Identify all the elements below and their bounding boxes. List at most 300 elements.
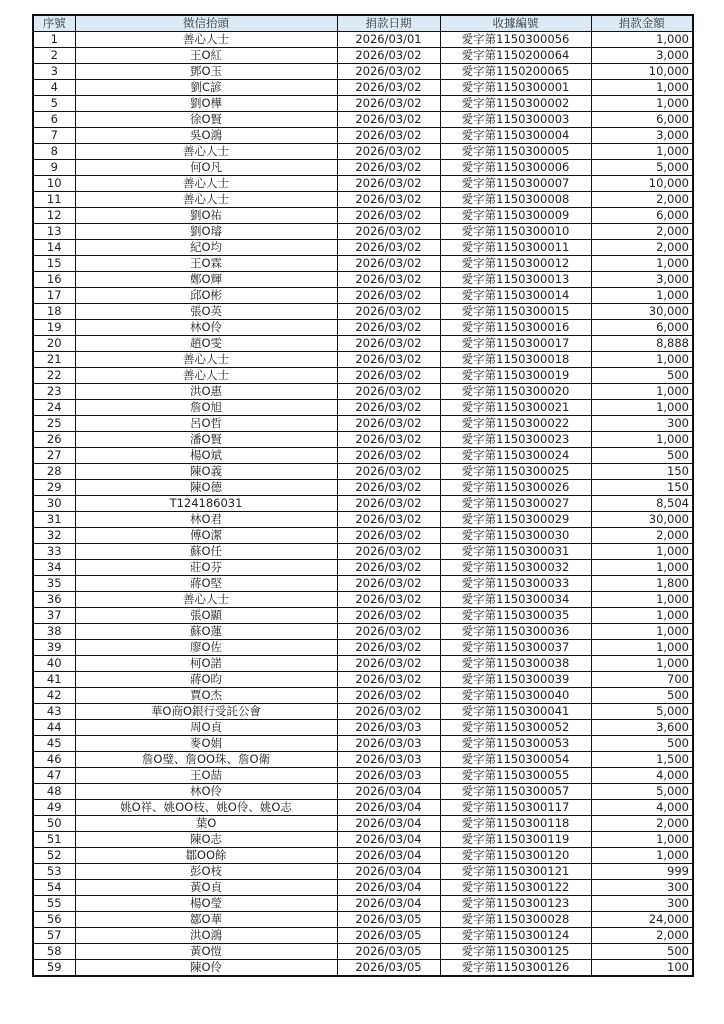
receipt-number-cell: 愛字第1150300122 xyxy=(440,880,591,896)
receipt-number-cell: 愛字第1150300010 xyxy=(440,224,591,240)
serial-number-cell: 37 xyxy=(33,608,75,624)
serial-number-cell: 5 xyxy=(33,96,75,112)
table-row xyxy=(33,832,693,848)
receipt-number-cell: 愛字第1150300036 xyxy=(440,624,591,640)
table-row xyxy=(33,576,693,592)
receipt-number-cell: 愛字第1150300015 xyxy=(440,304,591,320)
donation-amount-cell: 2,000 xyxy=(591,192,693,208)
serial-number-cell: 43 xyxy=(33,704,75,720)
donor-title-cell: 柯O諾 xyxy=(75,656,337,672)
donation-date-cell: 2026/03/02 xyxy=(337,128,440,144)
donation-amount-cell: 4,000 xyxy=(591,800,693,816)
donor-title-cell: 周O貞 xyxy=(75,720,337,736)
table-row xyxy=(33,560,693,576)
donation-date-cell: 2026/03/02 xyxy=(337,240,440,256)
receipt-number-cell: 愛字第1150300052 xyxy=(440,720,591,736)
donor-title-cell: 善心人士 xyxy=(75,592,337,608)
serial-number-cell: 29 xyxy=(33,480,75,496)
receipt-number-cell: 愛字第1150300027 xyxy=(440,496,591,512)
header-donation-amount: 捐款金額 xyxy=(591,15,693,32)
table-row xyxy=(33,256,693,272)
table-row xyxy=(33,416,693,432)
receipt-number-cell: 愛字第1150300025 xyxy=(440,464,591,480)
receipt-number-cell: 愛字第1150300038 xyxy=(440,656,591,672)
table-row xyxy=(33,304,693,320)
donation-amount-cell: 1,000 xyxy=(591,288,693,304)
header-donation-date: 捐款日期 xyxy=(337,15,440,32)
receipt-number-cell: 愛字第1150300003 xyxy=(440,112,591,128)
donation-amount-cell: 2,000 xyxy=(591,528,693,544)
serial-number-cell: 57 xyxy=(33,928,75,944)
table-row xyxy=(33,272,693,288)
donor-title-cell: 善心人士 xyxy=(75,352,337,368)
donation-amount-cell: 1,000 xyxy=(591,592,693,608)
donation-amount-cell: 4,000 xyxy=(591,768,693,784)
donation-date-cell: 2026/03/02 xyxy=(337,512,440,528)
serial-number-cell: 28 xyxy=(33,464,75,480)
table-row xyxy=(33,896,693,912)
donor-title-cell: 楊O斌 xyxy=(75,448,337,464)
serial-number-cell: 40 xyxy=(33,656,75,672)
donation-amount-cell: 6,000 xyxy=(591,112,693,128)
serial-number-cell: 20 xyxy=(33,336,75,352)
receipt-number-cell: 愛字第1150300029 xyxy=(440,512,591,528)
donation-date-cell: 2026/03/02 xyxy=(337,96,440,112)
donation-amount-cell: 3,000 xyxy=(591,128,693,144)
donor-title-cell: 林O伶 xyxy=(75,320,337,336)
donor-title-cell: 洪O鴻 xyxy=(75,928,337,944)
donation-amount-cell: 1,000 xyxy=(591,544,693,560)
donation-date-cell: 2026/03/02 xyxy=(337,688,440,704)
receipt-number-cell: 愛字第1150300026 xyxy=(440,480,591,496)
receipt-number-cell: 愛字第1150300056 xyxy=(440,32,591,48)
receipt-number-cell: 愛字第1150300021 xyxy=(440,400,591,416)
donor-title-cell: 鄭O輝 xyxy=(75,272,337,288)
table-row xyxy=(33,224,693,240)
donation-amount-cell: 1,000 xyxy=(591,80,693,96)
serial-number-cell: 49 xyxy=(33,800,75,816)
donation-amount-cell: 1,000 xyxy=(591,848,693,864)
table-row xyxy=(33,608,693,624)
table-row xyxy=(33,432,693,448)
receipt-number-cell: 愛字第1150300009 xyxy=(440,208,591,224)
donation-amount-cell: 1,000 xyxy=(591,640,693,656)
donation-date-cell: 2026/03/04 xyxy=(337,848,440,864)
table-row xyxy=(33,736,693,752)
donation-date-cell: 2026/03/02 xyxy=(337,656,440,672)
table-row xyxy=(33,592,693,608)
serial-number-cell: 54 xyxy=(33,880,75,896)
serial-number-cell: 38 xyxy=(33,624,75,640)
table-row xyxy=(33,512,693,528)
donation-date-cell: 2026/03/02 xyxy=(337,384,440,400)
serial-number-cell: 1 xyxy=(33,32,75,48)
donation-date-cell: 2026/03/02 xyxy=(337,320,440,336)
receipt-number-cell: 愛字第1150300001 xyxy=(440,80,591,96)
donation-date-cell: 2026/03/01 xyxy=(337,32,440,48)
table-row xyxy=(33,384,693,400)
table-row xyxy=(33,48,693,64)
table-row xyxy=(33,160,693,176)
receipt-number-cell: 愛字第1150300002 xyxy=(440,96,591,112)
table-row xyxy=(33,336,693,352)
donation-date-cell: 2026/03/02 xyxy=(337,160,440,176)
receipt-number-cell: 愛字第1150300008 xyxy=(440,192,591,208)
donor-title-cell: 邱O彬 xyxy=(75,288,337,304)
donation-amount-cell: 1,000 xyxy=(591,384,693,400)
donation-amount-cell: 1,800 xyxy=(591,576,693,592)
donation-amount-cell: 700 xyxy=(591,672,693,688)
donor-title-cell: 林O伶 xyxy=(75,784,337,800)
donation-amount-cell: 8,888 xyxy=(591,336,693,352)
serial-number-cell: 19 xyxy=(33,320,75,336)
serial-number-cell: 18 xyxy=(33,304,75,320)
table-row xyxy=(33,400,693,416)
donation-date-cell: 2026/03/04 xyxy=(337,864,440,880)
serial-number-cell: 59 xyxy=(33,960,75,977)
table-row xyxy=(33,112,693,128)
donor-title-cell: 姚O祥、姚OO枝、姚O伶、姚O志 xyxy=(75,800,337,816)
receipt-number-cell: 愛字第1150300125 xyxy=(440,944,591,960)
donation-date-cell: 2026/03/02 xyxy=(337,704,440,720)
receipt-number-cell: 愛字第1150300120 xyxy=(440,848,591,864)
donation-amount-cell: 2,000 xyxy=(591,224,693,240)
donation-amount-cell: 1,000 xyxy=(591,656,693,672)
donation-amount-cell: 1,000 xyxy=(591,400,693,416)
donor-title-cell: 詹O旭 xyxy=(75,400,337,416)
receipt-number-cell: 愛字第1150300123 xyxy=(440,896,591,912)
table-row xyxy=(33,464,693,480)
table-row xyxy=(33,64,693,80)
donor-title-cell: 紀O均 xyxy=(75,240,337,256)
serial-number-cell: 34 xyxy=(33,560,75,576)
donation-date-cell: 2026/03/02 xyxy=(337,288,440,304)
receipt-number-cell: 愛字第1150300034 xyxy=(440,592,591,608)
table-row xyxy=(33,448,693,464)
serial-number-cell: 48 xyxy=(33,784,75,800)
donor-title-cell: 王O霖 xyxy=(75,256,337,272)
donation-amount-cell: 6,000 xyxy=(591,320,693,336)
serial-number-cell: 58 xyxy=(33,944,75,960)
receipt-number-cell: 愛字第1150300030 xyxy=(440,528,591,544)
donation-date-cell: 2026/03/02 xyxy=(337,256,440,272)
donor-title-cell: T124186031 xyxy=(75,496,337,512)
donation-date-cell: 2026/03/02 xyxy=(337,480,440,496)
table-row xyxy=(33,96,693,112)
receipt-number-cell: 愛字第1150300011 xyxy=(440,240,591,256)
donation-date-cell: 2026/03/02 xyxy=(337,528,440,544)
serial-number-cell: 6 xyxy=(33,112,75,128)
donation-amount-cell: 1,500 xyxy=(591,752,693,768)
donation-date-cell: 2026/03/02 xyxy=(337,352,440,368)
table-row xyxy=(33,80,693,96)
donor-title-cell: 黃O貞 xyxy=(75,880,337,896)
serial-number-cell: 12 xyxy=(33,208,75,224)
table-row xyxy=(33,544,693,560)
serial-number-cell: 52 xyxy=(33,848,75,864)
donor-title-cell: 蔣O昀 xyxy=(75,672,337,688)
donor-title-cell: 傅O潔 xyxy=(75,528,337,544)
serial-number-cell: 9 xyxy=(33,160,75,176)
receipt-number-cell: 愛字第1150300121 xyxy=(440,864,591,880)
receipt-number-cell: 愛字第1150300033 xyxy=(440,576,591,592)
donation-amount-cell: 150 xyxy=(591,480,693,496)
receipt-number-cell: 愛字第1150300126 xyxy=(440,960,591,977)
table-row xyxy=(33,944,693,960)
donor-title-cell: 鄧O玉 xyxy=(75,64,337,80)
receipt-number-cell: 愛字第1150300037 xyxy=(440,640,591,656)
donor-title-cell: 王O喆 xyxy=(75,768,337,784)
table-row xyxy=(33,176,693,192)
receipt-number-cell: 愛字第1150300007 xyxy=(440,176,591,192)
donation-amount-cell: 3,000 xyxy=(591,272,693,288)
donation-date-cell: 2026/03/05 xyxy=(337,928,440,944)
receipt-number-cell: 愛字第1150300054 xyxy=(440,752,591,768)
donation-date-cell: 2026/03/02 xyxy=(337,400,440,416)
serial-number-cell: 2 xyxy=(33,48,75,64)
donor-title-cell: 陳O德 xyxy=(75,480,337,496)
donation-date-cell: 2026/03/02 xyxy=(337,544,440,560)
serial-number-cell: 16 xyxy=(33,272,75,288)
table-row xyxy=(33,368,693,384)
table-row xyxy=(33,720,693,736)
receipt-number-cell: 愛字第1150300013 xyxy=(440,272,591,288)
donation-amount-cell: 100 xyxy=(591,960,693,977)
donor-title-cell: 華O商O銀行受託公會 xyxy=(75,704,337,720)
donation-amount-cell: 500 xyxy=(591,944,693,960)
donation-amount-cell: 1,000 xyxy=(591,432,693,448)
table-row xyxy=(33,784,693,800)
receipt-number-cell: 愛字第1150300118 xyxy=(440,816,591,832)
donation-amount-cell: 5,000 xyxy=(591,784,693,800)
donation-amount-cell: 1,000 xyxy=(591,560,693,576)
donor-title-cell: 彭O枝 xyxy=(75,864,337,880)
donation-amount-cell: 500 xyxy=(591,368,693,384)
donor-title-cell: 劉O祐 xyxy=(75,208,337,224)
header-donor-title: 徵信抬頭 xyxy=(75,15,337,32)
donor-title-cell: 陳O伶 xyxy=(75,960,337,977)
table-body xyxy=(33,32,693,977)
donor-title-cell: 蘇O蓮 xyxy=(75,624,337,640)
donation-amount-cell: 300 xyxy=(591,896,693,912)
donor-title-cell: 張O顯 xyxy=(75,608,337,624)
table-row xyxy=(33,800,693,816)
donation-date-cell: 2026/03/04 xyxy=(337,896,440,912)
donation-amount-cell: 2,000 xyxy=(591,240,693,256)
serial-number-cell: 47 xyxy=(33,768,75,784)
serial-number-cell: 53 xyxy=(33,864,75,880)
donation-amount-cell: 2,000 xyxy=(591,816,693,832)
donation-date-cell: 2026/03/02 xyxy=(337,192,440,208)
receipt-number-cell: 愛字第1150300028 xyxy=(440,912,591,928)
receipt-number-cell: 愛字第1150300124 xyxy=(440,928,591,944)
receipt-number-cell: 愛字第1150200064 xyxy=(440,48,591,64)
donation-amount-cell: 1,000 xyxy=(591,608,693,624)
serial-number-cell: 25 xyxy=(33,416,75,432)
donor-title-cell: 徐O賢 xyxy=(75,112,337,128)
serial-number-cell: 14 xyxy=(33,240,75,256)
donation-date-cell: 2026/03/02 xyxy=(337,272,440,288)
donation-amount-cell: 24,000 xyxy=(591,912,693,928)
donation-date-cell: 2026/03/03 xyxy=(337,768,440,784)
donation-amount-cell: 3,000 xyxy=(591,48,693,64)
donation-date-cell: 2026/03/04 xyxy=(337,784,440,800)
receipt-number-cell: 愛字第1150300005 xyxy=(440,144,591,160)
donation-date-cell: 2026/03/05 xyxy=(337,944,440,960)
serial-number-cell: 50 xyxy=(33,816,75,832)
donation-amount-cell: 6,000 xyxy=(591,208,693,224)
donor-title-cell: 吳O鴻 xyxy=(75,128,337,144)
donation-date-cell: 2026/03/02 xyxy=(337,304,440,320)
donor-title-cell: 詹O璧、詹OO珠、詹O衛 xyxy=(75,752,337,768)
donation-amount-cell: 10,000 xyxy=(591,176,693,192)
donor-title-cell: 陳O義 xyxy=(75,464,337,480)
donation-date-cell: 2026/03/02 xyxy=(337,176,440,192)
table-row xyxy=(33,768,693,784)
donor-title-cell: 善心人士 xyxy=(75,176,337,192)
donor-title-cell: 麥O娟 xyxy=(75,736,337,752)
donation-date-cell: 2026/03/02 xyxy=(337,448,440,464)
donor-title-cell: 呂O哲 xyxy=(75,416,337,432)
donation-date-cell: 2026/03/02 xyxy=(337,208,440,224)
donation-date-cell: 2026/03/02 xyxy=(337,368,440,384)
donation-amount-cell: 500 xyxy=(591,736,693,752)
donor-title-cell: 善心人士 xyxy=(75,368,337,384)
donation-date-cell: 2026/03/02 xyxy=(337,432,440,448)
table-row xyxy=(33,32,693,48)
donor-title-cell: 何O凡 xyxy=(75,160,337,176)
receipt-number-cell: 愛字第1150300024 xyxy=(440,448,591,464)
serial-number-cell: 3 xyxy=(33,64,75,80)
serial-number-cell: 13 xyxy=(33,224,75,240)
donor-title-cell: 劉C諺 xyxy=(75,80,337,96)
table-row xyxy=(33,688,693,704)
serial-number-cell: 26 xyxy=(33,432,75,448)
table-row xyxy=(33,656,693,672)
receipt-number-cell: 愛字第1150300041 xyxy=(440,704,591,720)
donation-date-cell: 2026/03/04 xyxy=(337,816,440,832)
donation-date-cell: 2026/03/02 xyxy=(337,144,440,160)
donor-title-cell: 葉O xyxy=(75,816,337,832)
donation-date-cell: 2026/03/02 xyxy=(337,112,440,128)
table-row xyxy=(33,704,693,720)
donation-date-cell: 2026/03/03 xyxy=(337,720,440,736)
donor-title-cell: 王O紅 xyxy=(75,48,337,64)
donation-amount-cell: 1,000 xyxy=(591,624,693,640)
serial-number-cell: 11 xyxy=(33,192,75,208)
donation-date-cell: 2026/03/02 xyxy=(337,576,440,592)
serial-number-cell: 42 xyxy=(33,688,75,704)
receipt-number-cell: 愛字第1150300053 xyxy=(440,736,591,752)
donation-amount-cell: 999 xyxy=(591,864,693,880)
receipt-number-cell: 愛字第1150300004 xyxy=(440,128,591,144)
header-serial-number: 序號 xyxy=(33,15,75,32)
receipt-number-cell: 愛字第1150300040 xyxy=(440,688,591,704)
donation-date-cell: 2026/03/02 xyxy=(337,592,440,608)
header-receipt-number: 收據編號 xyxy=(440,15,591,32)
donation-date-cell: 2026/03/02 xyxy=(337,224,440,240)
serial-number-cell: 17 xyxy=(33,288,75,304)
donor-title-cell: 賈O杰 xyxy=(75,688,337,704)
donation-amount-cell: 30,000 xyxy=(591,512,693,528)
donor-title-cell: 張O英 xyxy=(75,304,337,320)
table-row xyxy=(33,496,693,512)
serial-number-cell: 31 xyxy=(33,512,75,528)
donor-title-cell: 洪O惠 xyxy=(75,384,337,400)
serial-number-cell: 8 xyxy=(33,144,75,160)
table-row xyxy=(33,848,693,864)
receipt-number-cell: 愛字第1150300032 xyxy=(440,560,591,576)
donation-amount-cell: 1,000 xyxy=(591,96,693,112)
donation-date-cell: 2026/03/02 xyxy=(337,560,440,576)
donation-amount-cell: 500 xyxy=(591,448,693,464)
donor-title-cell: 廖O佐 xyxy=(75,640,337,656)
serial-number-cell: 23 xyxy=(33,384,75,400)
donation-amount-cell: 300 xyxy=(591,416,693,432)
donation-date-cell: 2026/03/02 xyxy=(337,640,440,656)
serial-number-cell: 55 xyxy=(33,896,75,912)
receipt-number-cell: 愛字第1150300020 xyxy=(440,384,591,400)
donor-title-cell: 鄒O華 xyxy=(75,912,337,928)
serial-number-cell: 35 xyxy=(33,576,75,592)
donor-title-cell: 黃O愷 xyxy=(75,944,337,960)
donor-title-cell: 善心人士 xyxy=(75,32,337,48)
receipt-number-cell: 愛字第1150300023 xyxy=(440,432,591,448)
table-row xyxy=(33,880,693,896)
donation-amount-cell: 1,000 xyxy=(591,832,693,848)
table-row xyxy=(33,624,693,640)
receipt-number-cell: 愛字第1150300039 xyxy=(440,672,591,688)
receipt-number-cell: 愛字第1150300117 xyxy=(440,800,591,816)
serial-number-cell: 39 xyxy=(33,640,75,656)
donation-amount-cell: 10,000 xyxy=(591,64,693,80)
receipt-number-cell: 愛字第1150300057 xyxy=(440,784,591,800)
donation-date-cell: 2026/03/05 xyxy=(337,912,440,928)
donor-title-cell: 劉O璿 xyxy=(75,224,337,240)
receipt-number-cell: 愛字第1150200065 xyxy=(440,64,591,80)
donor-title-cell: 蘇O任 xyxy=(75,544,337,560)
table-row xyxy=(33,960,693,977)
serial-number-cell: 45 xyxy=(33,736,75,752)
donation-date-cell: 2026/03/02 xyxy=(337,64,440,80)
receipt-number-cell: 愛字第1150300022 xyxy=(440,416,591,432)
serial-number-cell: 36 xyxy=(33,592,75,608)
table-row xyxy=(33,144,693,160)
donation-date-cell: 2026/03/02 xyxy=(337,496,440,512)
donor-title-cell: 劉O樺 xyxy=(75,96,337,112)
serial-number-cell: 56 xyxy=(33,912,75,928)
table-row xyxy=(33,752,693,768)
receipt-number-cell: 愛字第1150300006 xyxy=(440,160,591,176)
table-row xyxy=(33,128,693,144)
table-row xyxy=(33,288,693,304)
table-row xyxy=(33,816,693,832)
table-row xyxy=(33,480,693,496)
donor-title-cell: 善心人士 xyxy=(75,192,337,208)
donation-amount-cell: 150 xyxy=(591,464,693,480)
serial-number-cell: 30 xyxy=(33,496,75,512)
serial-number-cell: 24 xyxy=(33,400,75,416)
donation-amount-cell: 500 xyxy=(591,688,693,704)
donation-amount-cell: 3,600 xyxy=(591,720,693,736)
receipt-number-cell: 愛字第1150300119 xyxy=(440,832,591,848)
donation-amount-cell: 5,000 xyxy=(591,160,693,176)
receipt-number-cell: 愛字第1150300055 xyxy=(440,768,591,784)
donation-table xyxy=(32,14,694,977)
donor-title-cell: 趙O雯 xyxy=(75,336,337,352)
donation-amount-cell: 8,504 xyxy=(591,496,693,512)
serial-number-cell: 21 xyxy=(33,352,75,368)
